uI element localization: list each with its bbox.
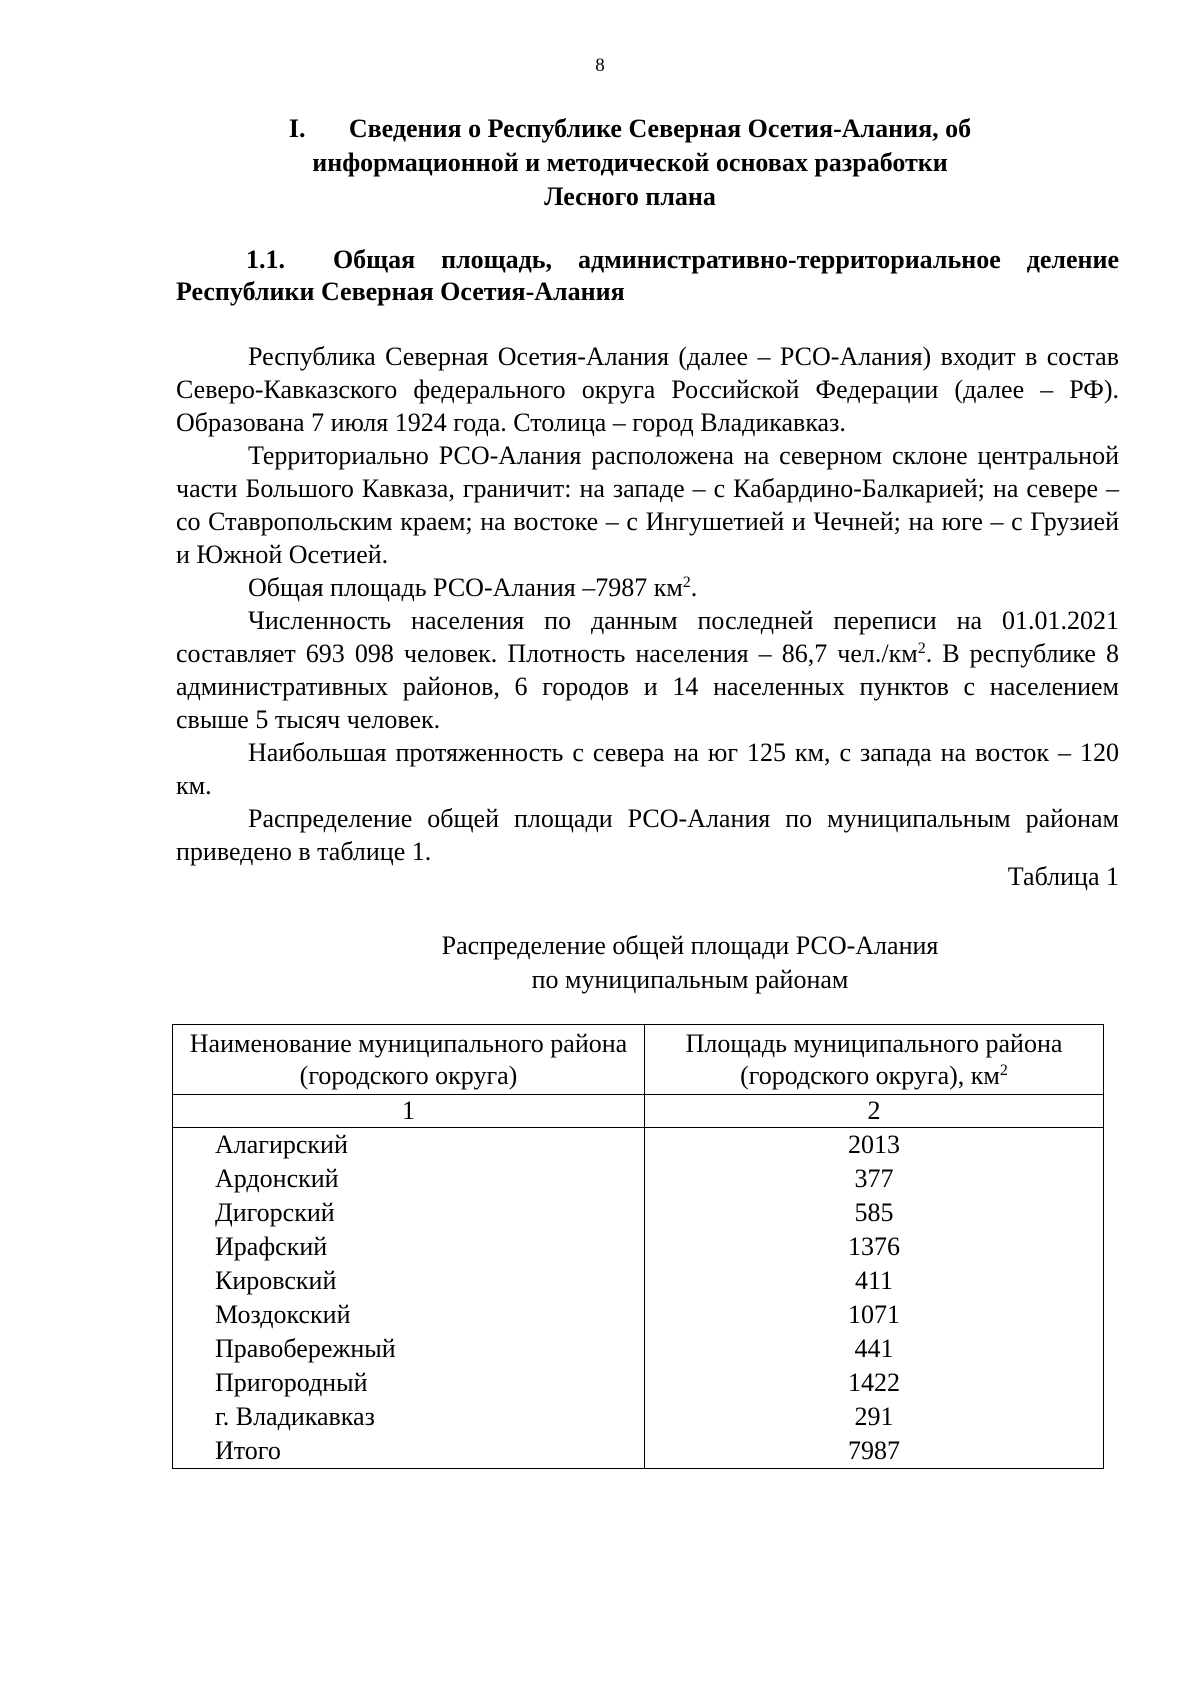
table-row: [173, 1196, 1104, 1230]
district-area: 441: [645, 1332, 1104, 1366]
district-name: Кировский: [173, 1264, 645, 1298]
area-table: [172, 1024, 1104, 1469]
subsection-title-text-2: Республики Северная Осетия-Алания: [176, 277, 625, 306]
district-name: Ардонский: [173, 1162, 645, 1196]
paragraph-5: Наибольшая протяженность с севера на юг 125 км, с запада на восток – 120 км.: [176, 738, 1119, 800]
district-area: 291: [645, 1400, 1104, 1434]
section-title-line-1: [170, 112, 1090, 146]
section-title-line-3: Лесного плана: [544, 182, 716, 211]
district-name: Ирафский: [173, 1230, 645, 1264]
district-area: 411: [645, 1264, 1104, 1298]
section-title: [170, 112, 1090, 214]
district-area: 1376: [645, 1230, 1104, 1264]
total-label: Итого: [173, 1434, 645, 1469]
table-header-row: [173, 1025, 1104, 1095]
paragraph-1: Республика Северная Осетия-Алания (далее – РСО-Алания) входит в состав Северо-Кавказского федерального округа Российской Федерации (далее – РФ). Образована 7 июля 1924 года. Столица – город Владикавказ.: [176, 342, 1119, 437]
district-name: Пригородный: [173, 1366, 645, 1400]
table-row: [173, 1128, 1104, 1163]
table-index-row: [173, 1095, 1104, 1128]
superscript: 2: [917, 640, 926, 657]
paragraph-3-text: Общая площадь РСО-Алания –7987 км: [248, 573, 683, 602]
paragraph-6: Распределение общей площади РСО-Алания по муниципальным районам приведено в таблице 1.: [176, 804, 1119, 866]
district-name: Алагирский: [173, 1128, 645, 1163]
table-row: [173, 1264, 1104, 1298]
district-area: 1071: [645, 1298, 1104, 1332]
district-area: 585: [645, 1196, 1104, 1230]
subsection-title-line-1: [176, 244, 1119, 276]
district-area: 1422: [645, 1366, 1104, 1400]
table-label: Таблица 1: [1007, 862, 1119, 891]
table-row: [173, 1366, 1104, 1400]
district-area: 377: [645, 1162, 1104, 1196]
header-district-name: Наименование муниципального района (городского округа): [173, 1025, 645, 1095]
total-area: 7987: [645, 1434, 1104, 1469]
subsection-title: [176, 244, 1119, 308]
section-title-line-2: информационной и методической основах разработки: [312, 148, 948, 177]
table-caption: [0, 929, 1200, 997]
table-row: [173, 1298, 1104, 1332]
subsection-number: 1.1.: [246, 245, 285, 274]
district-area: 2013: [645, 1128, 1104, 1163]
paragraph-2: Территориально РСО-Алания расположена на северном склоне центральной части Большого Кавказа, граничит: на западе – с Кабардино-Балкарией; на севере – со Ставропольским краем; на востоке – с Ингушетией и Чечней; на юге – с Грузией и Южной Осетией.: [176, 441, 1119, 569]
table-row: [173, 1332, 1104, 1366]
superscript: 2: [999, 1062, 1008, 1079]
paragraph-4: [176, 604, 1119, 736]
table-row: [173, 1230, 1104, 1264]
paragraph-3: [176, 571, 1119, 604]
paragraph-4-text-b: . В республике 8 административных районов, 6 городов и 14 населенных пунктов с населением свыше 5 тысяч человек.: [176, 639, 1120, 734]
table-row: [173, 1162, 1104, 1196]
body-text: [176, 340, 1119, 868]
paragraph-4-text-a: Численность населения по данным последней переписи на 01.01.2021 составляет 693 098 человек. Плотность населения – 86,7 чел./км: [176, 606, 1119, 668]
index-col-1: 1: [173, 1095, 645, 1128]
table-caption-line-2: по муниципальным районам: [531, 965, 849, 994]
index-col-2: 2: [645, 1095, 1104, 1128]
section-number: I.: [288, 114, 306, 143]
table-row-total: [173, 1434, 1104, 1469]
superscript: 2: [682, 574, 691, 591]
page-number: 8: [595, 55, 605, 76]
district-name: Моздокский: [173, 1298, 645, 1332]
district-name: г. Владикавказ: [173, 1400, 645, 1434]
table-caption-line-1: Распределение общей площади РСО-Алания: [441, 931, 939, 960]
header-district-area: [645, 1025, 1104, 1095]
table-row: [173, 1400, 1104, 1434]
district-name: Дигорский: [173, 1196, 645, 1230]
header-district-area-text: Площадь муниципального района (городского округа), км: [685, 1029, 1063, 1090]
paragraph-3-end: .: [690, 573, 698, 602]
district-name: Правобережный: [173, 1332, 645, 1366]
subsection-title-text-1: Общая площадь, административно-территориальное деление: [332, 245, 1120, 274]
section-title-text-1: Сведения о Республике Северная Осетия-Алания, об: [348, 114, 972, 143]
